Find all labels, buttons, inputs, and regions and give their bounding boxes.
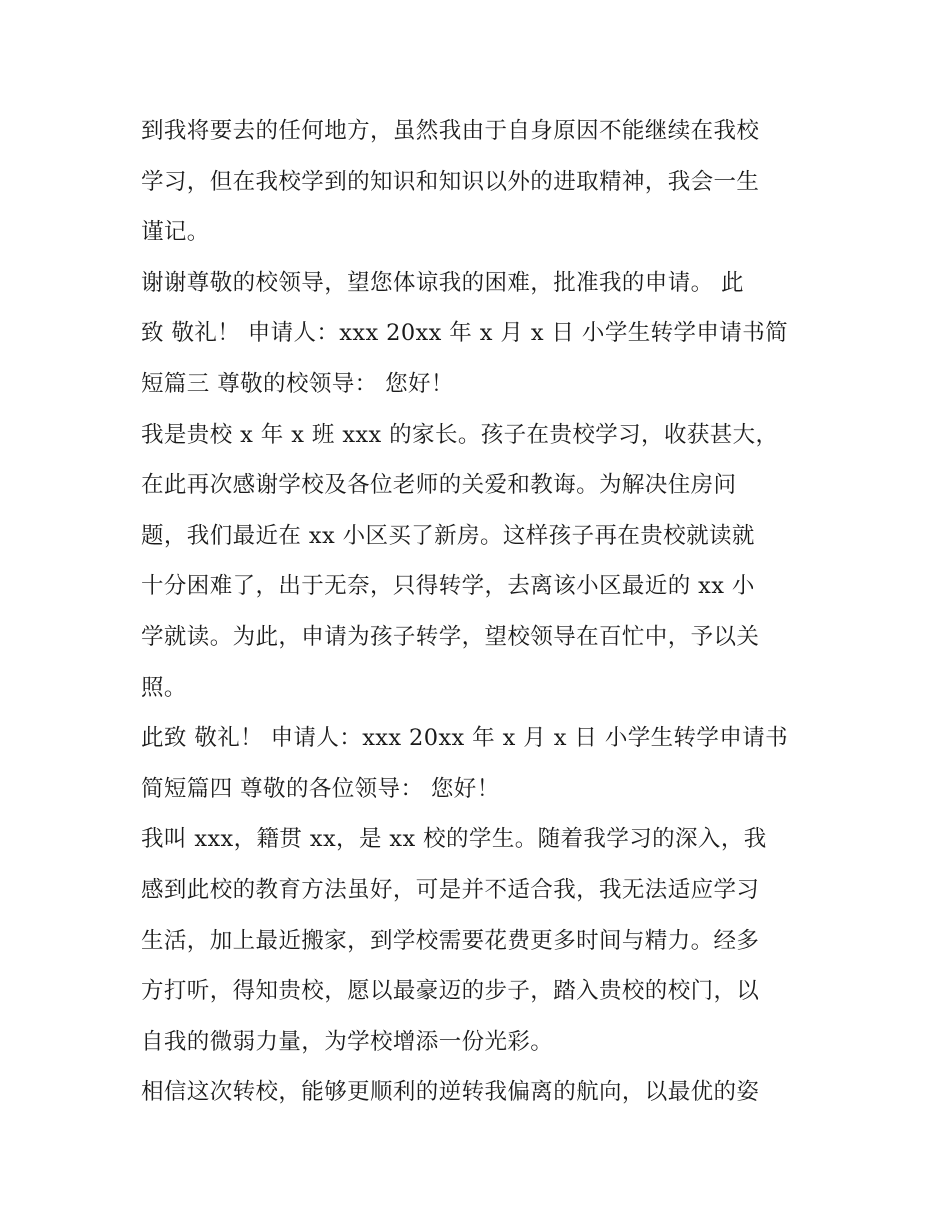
body-text [141, 106, 821, 1118]
text-line: 短篇三 尊敬的校领导： 您好！ [141, 370, 454, 397]
text-line: 简短篇四 尊敬的各位领导： 您好！ [141, 775, 500, 802]
text-line: 自我的微弱力量，为学校增添一份光彩。 [141, 1028, 554, 1055]
text-line: 到我将要去的任何地方，虽然我由于自身原因不能继续在我校 [141, 118, 760, 144]
text-line: 学就读。为此，申请为孩子转学，望校领导在百忙中，予以关 [141, 623, 760, 650]
text-line: 方打听，得知贵校，愿以最豪迈的步子，踏入贵校的校门，以 [141, 978, 760, 1005]
text-line: 十分困难了，出于无奈，只得转学，去离该小区最近的 xx 小 [141, 573, 755, 600]
text-line: 此致 敬礼！ 申请人：xxx 20xx 年 x 月 x 日 小学生转学申请书 [141, 725, 789, 752]
text-line: 致 敬礼！ 申请人：xxx 20xx 年 x 月 x 日 小学生转学申请书简 [141, 320, 789, 347]
text-line: 谨记。 [141, 219, 210, 246]
text-line: 谢谢尊敬的校领导，望您体谅我的困难，批准我的申请。 此 [141, 269, 744, 296]
text-line: 我是贵校 x 年 x 班 xxx 的家长。孩子在贵校学习，收获甚大， [141, 421, 779, 448]
text-line: 相信这次转校，能够更顺利的逆转我偏离的航向，以最优的姿 [141, 1079, 760, 1106]
text-line: 生活，加上最近搬家，到学校需要花费更多时间与精力。经多 [141, 927, 760, 954]
text-line: 题，我们最近在 xx 小区买了新房。这样孩子再在贵校就读就 [141, 522, 755, 549]
text-line: 在此再次感谢学校及各位老师的关爱和教诲。为解决住房问 [141, 472, 737, 499]
text-line: 我叫 xxx，籍贯 xx，是 xx 校的学生。随着我学习的深入，我 [141, 826, 767, 853]
text-line: 感到此校的教育方法虽好，可是并不适合我，我无法适应学习 [141, 876, 760, 903]
text-line: 学习，但在我校学到的知识和知识以外的进取精神，我会一生 [141, 168, 760, 195]
text-line: 照。 [141, 674, 187, 701]
